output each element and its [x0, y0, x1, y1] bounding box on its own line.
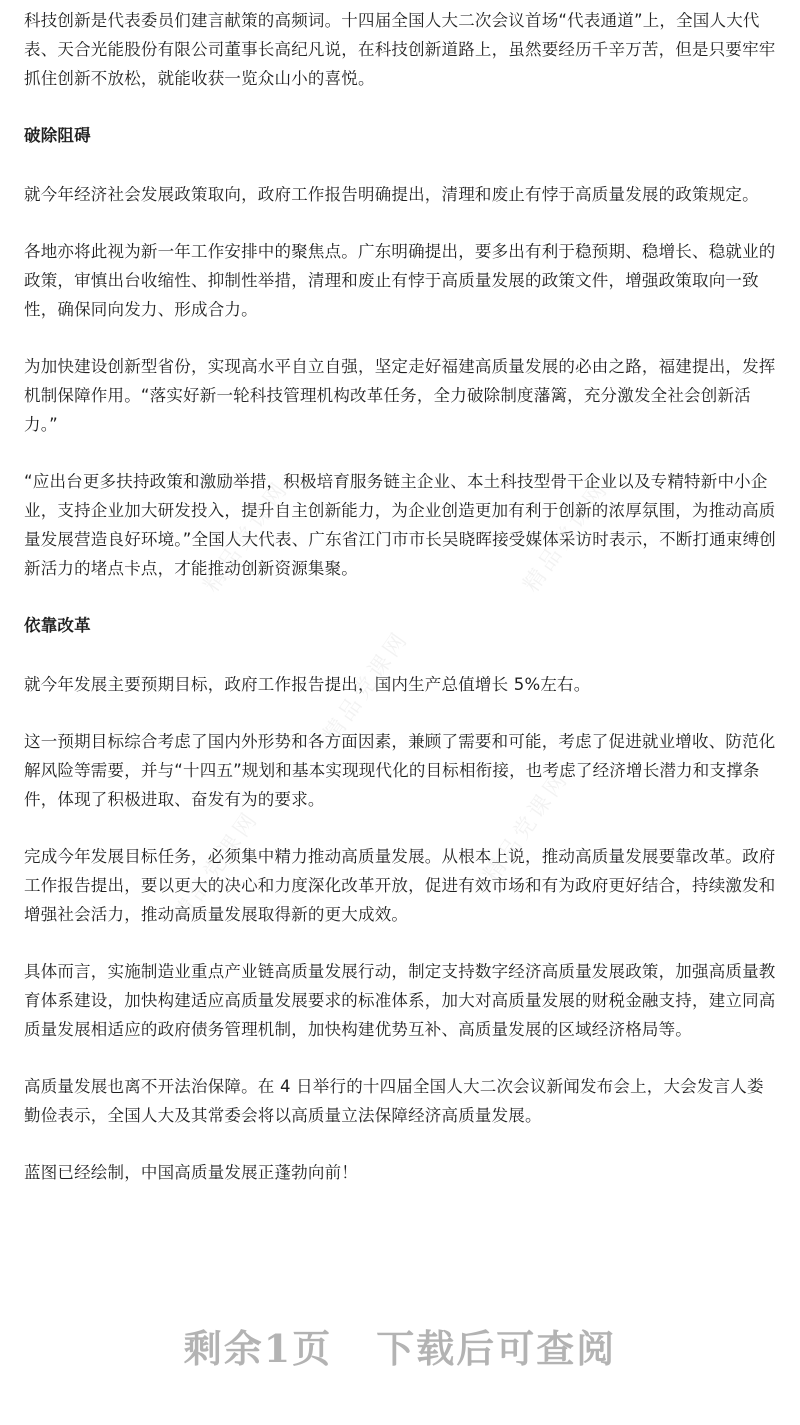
paragraph: 就今年经济社会发展政策取向，政府工作报告明确提出，清理和废止有悖于高质量发展的政策规定。: [24, 185, 759, 204]
paragraph: 这一预期目标综合考虑了国内外形势和各方面因素，兼顾了需要和可能，考虑了促进就业增收、防范化解风险等需要，并与“十四五”规划和基本实现现代化的目标相衔接，也考虑了经济增长潜力和支撑条件，体现了积极进取、奋发有为的要求。: [24, 732, 776, 809]
paragraph: 蓝图已经绘制，中国高质量发展正蓬勃向前！: [24, 1163, 358, 1182]
watermark-text: 精品党课网: [319, 626, 415, 748]
download-to-view-label: 下载后可查阅: [376, 1326, 617, 1371]
article-body: [24, 6, 780, 1215]
watermark-text: 精品党课网: [169, 806, 265, 928]
remaining-pages-label: 剩余1页: [183, 1326, 333, 1371]
paragraph: 就今年发展主要预期目标，政府工作报告提出，国内生产总值增长 5%左右。: [24, 675, 591, 694]
watermark-text: 精品党课网: [519, 476, 615, 598]
watermark-text: 精品党课网: [199, 476, 295, 598]
paragraph: “应出台更多扶持政策和激励举措，积极培育服务链主企业、本土科技型骨干企业以及专精特新中小企业，支持企业加大研发投入，提升自主创新能力，为企业创造更加有利于创新的浓厚氛围，为推动高质量发展营造良好环境。”全国人大代表、广东省江门市市长吴晓晖接受媒体采访时表示，不断打通束缚创新活力的堵点卡点，才能推动创新资源集聚。: [24, 472, 776, 578]
paragraph: 科技创新是代表委员们建言献策的高频词。十四届全国人大二次会议首场“代表通道”上，全国人大代表、天合光能股份有限公司董事长高纪凡说，在科技创新道路上，虽然要经历千辛万苦，但是只要牢牢抓住创新不放松，就能收获一览众山小的喜悦。: [24, 11, 776, 88]
paragraph: 具体而言，实施制造业重点产业链高质量发展行动，制定支持数字经济高质量发展政策，加强高质量教育体系建设，加快构建适应高质量发展要求的标准体系，加大对高质量发展的财税金融支持，建立同高质量发展相适应的政府债务管理机制，加快构建优势互补、高质量发展的区域经济格局等。: [24, 962, 776, 1039]
watermark-text: 精品党课网: [479, 766, 575, 888]
paragraph: 为加快建设创新型省份，实现高水平自立自强，坚定走好福建高质量发展的必由之路，福建提出，发挥机制保障作用。“落实好新一轮科技管理机构改革任务，全力破除制度藩篱，充分激发全社会创新活力。”: [24, 357, 776, 434]
download-prompt-banner[interactable]: [0, 1318, 800, 1373]
paragraph: 完成今年发展目标任务，必须集中精力推动高质量发展。从根本上说，推动高质量发展要靠改革。政府工作报告提出，要以更大的决心和力度深化改革开放，促进有效市场和有为政府更好结合，持续激发和增强社会活力，推动高质量发展取得新的更大成效。: [24, 847, 776, 924]
section-heading: 破除阻碍: [24, 126, 91, 145]
section-heading: 依靠改革: [24, 616, 91, 635]
paragraph: 高质量发展也离不开法治保障。在 4 日举行的十四届全国人大二次会议新闻发布会上，大会发言人娄勤俭表示，全国人大及其常委会将以高质量立法保障经济高质量发展。: [24, 1077, 764, 1125]
paragraph: 各地亦将此视为新一年工作安排中的聚焦点。广东明确提出，要多出有利于稳预期、稳增长、稳就业的政策，审慎出台收缩性、抑制性举措，清理和废止有悖于高质量发展的政策文件，增强政策取向一致性，确保同向发力、形成合力。: [24, 242, 776, 319]
